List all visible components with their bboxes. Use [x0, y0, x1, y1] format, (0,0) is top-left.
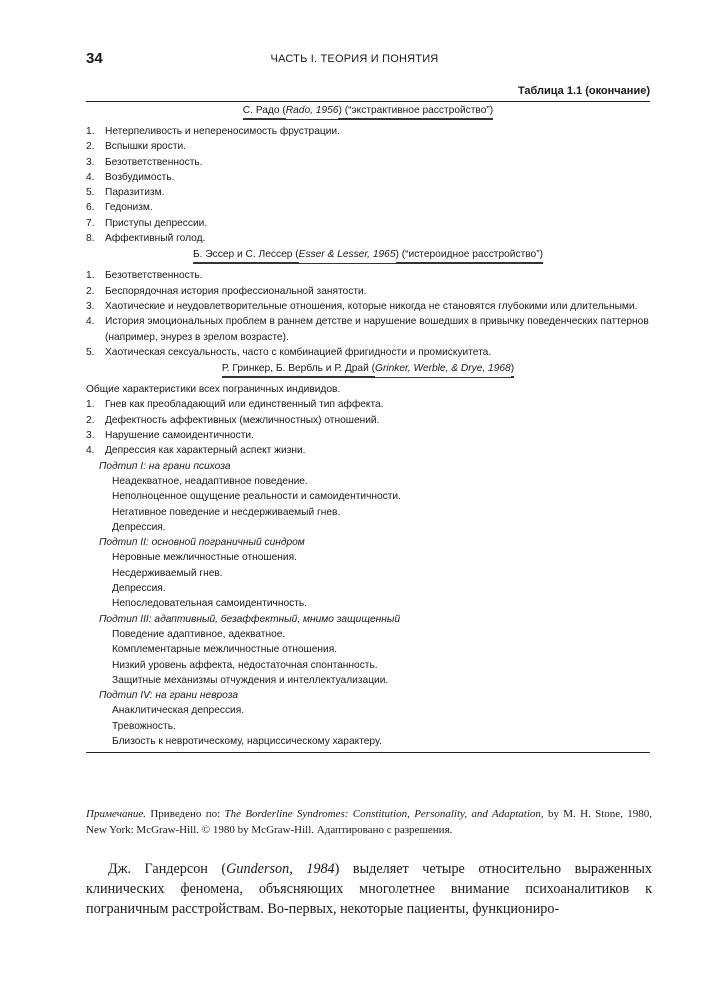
item-text: Гедонизм. [105, 202, 153, 214]
item-text: Вспышки ярости. [105, 141, 187, 153]
note-source-title: The Borderline Syndromes: Constitution, Personality, and Adaptation, [224, 808, 544, 820]
item-number: 3. [86, 156, 95, 168]
table-note [86, 806, 652, 838]
item-number: 3. [86, 300, 95, 312]
table-1-1 [86, 84, 650, 753]
heading-text: ) (“истероидное расстройство”) [396, 248, 543, 263]
grinker-intro: Общие характеристики всех пограничных индивидов. [86, 384, 341, 396]
heading-text: ) [511, 362, 514, 377]
subtype-title: Подтип IV: на грани невроза [99, 690, 239, 702]
item-text: История эмоциональных проблем в раннем детстве и нарушение вошедших в привычку поведенческих паттернов (например, энурез в зрелом возрасте). [105, 316, 649, 343]
running-head: ЧАСТЬ I. ТЕОРИЯ И ПОНЯТИЯ [270, 53, 439, 65]
list-item [86, 443, 650, 458]
heading-text: Б. Эссер и С. Лессер ( [193, 248, 299, 263]
list-item [86, 231, 650, 246]
note-label: Примечание. [86, 808, 147, 820]
subtype-item: Защитные механизмы отчуждения и интеллектуализации. [112, 674, 389, 686]
subtype-item: Непоследовательная самоидентичность. [112, 598, 308, 610]
subtype-item: Неполноценное ощущение реальности и самоидентичности. [112, 491, 401, 503]
subtype-title: Подтип I: на грани психоза [99, 460, 231, 472]
note-text: Приведено по: [146, 808, 225, 820]
subtype-item: Низкий уровень аффекта, недостаточная спонтанность. [112, 659, 378, 671]
heading-citation: Esser & Lesser, 1965 [298, 249, 396, 261]
item-number: 1. [86, 399, 95, 411]
body-paragraph [86, 859, 652, 919]
item-text: Возбудимость. [105, 171, 175, 183]
heading-text: ) (“экстрактивное расстройство”) [338, 104, 493, 119]
subtype-item: Поведение адаптивное, адекватное. [112, 628, 286, 640]
subtype-title: Подтип II: основной пограничный синдром [99, 537, 305, 549]
item-number: 8. [86, 233, 95, 245]
subtype-item: Несдерживаемый гнев. [112, 567, 223, 579]
item-text: Гнев как преобладающий или единственный тип аффекта. [105, 399, 384, 411]
list-item [86, 345, 650, 360]
item-text: Аффективный голод. [105, 233, 206, 245]
section-heading-rado [86, 102, 650, 120]
subtype-item: Тревожность. [112, 720, 176, 732]
section-heading-grinker [86, 360, 650, 378]
item-number: 2. [86, 414, 95, 426]
item-number: 1. [86, 126, 95, 137]
heading-citation: Rado, 1956 [285, 105, 339, 116]
item-text: Нарушение самоидентичности. [105, 430, 254, 442]
list-item [86, 139, 650, 154]
list-item [86, 216, 650, 231]
item-number: 1. [86, 270, 95, 282]
subtype-item: Негативное поведение и несдерживаемый гнев. [112, 506, 341, 518]
table-caption: Таблица 1.1 (окончание) [517, 85, 650, 97]
item-number: 2. [86, 285, 95, 297]
item-text: Дефектность аффективных (межличностных) отношений. [105, 414, 380, 426]
list-item [86, 413, 650, 428]
item-number: 5. [86, 346, 95, 358]
list-item [86, 124, 650, 139]
list-item [86, 185, 650, 200]
subtype-item: Комплементарные межличностные отношения. [112, 644, 338, 656]
subtype-item: Близость к невротическому, нарциссическому характеру. [112, 735, 382, 747]
list-item [86, 170, 650, 185]
item-text: Нетерпеливость и непереносимость фрустрации. [105, 126, 340, 137]
list-item [86, 428, 650, 443]
subtype-item: Неадекватное, неадаптивное поведение. [112, 475, 308, 487]
item-text: Хаотические и неудовлетворительные отношения, которые никогда не становятся глубокими или длительными. [105, 300, 638, 312]
item-text: Хаотическая сексуальность, часто с комбинацией фригидности и промискуитета. [105, 346, 492, 358]
heading-text: С. Радо ( [243, 104, 286, 119]
item-number: 3. [86, 430, 95, 442]
section-heading-esser-lesser [86, 246, 650, 264]
item-text: Беспорядочная история профессиональной занятости. [105, 285, 367, 297]
item-number: 2. [86, 141, 95, 153]
list-item [86, 200, 650, 215]
item-text: Безответственность. [105, 270, 203, 282]
list-rado [86, 124, 650, 246]
item-text: Безответственность. [105, 156, 203, 168]
item-number: 4. [86, 445, 95, 457]
list-item [86, 299, 650, 314]
table-bottom-rule [86, 752, 650, 753]
subtype-item: Депрессия. [112, 583, 166, 595]
body-citation: Gunderson, 1984 [226, 861, 335, 877]
heading-text: Р. Гринкер, Б. Вербль и Р. Драй ( [222, 362, 375, 377]
body-text: Дж. Гандерсон ( [108, 861, 227, 877]
list-item [86, 314, 650, 345]
list-grinker [86, 397, 650, 458]
item-number: 6. [86, 202, 95, 214]
item-text: Приступы депрессии. [105, 217, 208, 229]
subtype-item: Депрессия. [112, 521, 166, 533]
note-text: by M. H. Stone, 1980, New York: McGraw-Hill. © 1980 by McGraw-Hill. Адаптировано с разрешения. [86, 808, 653, 836]
list-item [86, 268, 650, 283]
body-text: ) выделяет четыре относительно выраженных клинических феномена, объясняющих многолетнее внимание психоаналитиков к пограничным расстройствам. Во-первых, некоторые пациенты, функциониро- [86, 861, 652, 917]
item-number: 4. [86, 316, 95, 328]
subtype-item: Неровные межличностные отношения. [112, 552, 297, 564]
item-text: Депрессия как характерный аспект жизни. [105, 445, 306, 457]
item-number: 5. [86, 187, 95, 199]
item-text: Паразитизм. [105, 187, 165, 199]
page-number: 34 [86, 50, 103, 67]
subtype-item: Анаклитическая депрессия. [112, 705, 245, 717]
list-item [86, 397, 650, 412]
subtype-title: Подтип III: адаптивный, безаффектный, мнимо защищенный [99, 613, 401, 625]
list-item [86, 284, 650, 299]
heading-citation: Grinker, Werble, & Drye, 1968 [375, 363, 511, 375]
item-number: 7. [86, 217, 95, 229]
list-item [86, 155, 650, 170]
list-esser-lesser [86, 268, 650, 360]
item-number: 4. [86, 171, 95, 183]
